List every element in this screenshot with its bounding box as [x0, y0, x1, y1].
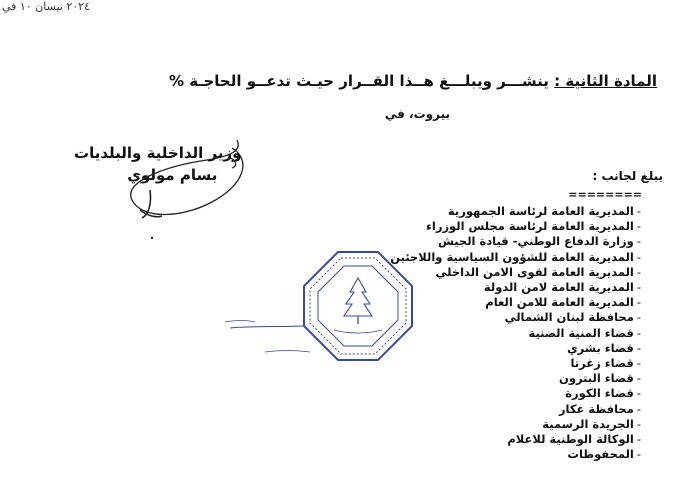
- list-item: -المديرية العامة لامن الدولة: [483, 280, 641, 295]
- list-item: -المديرية العامة لقوى الامن الداخلي: [435, 264, 641, 279]
- list-item: -قضاء البترون: [559, 371, 641, 386]
- list-item: -قضاء المنية الضنية: [528, 325, 641, 340]
- date-text: ٢٠٢٤ نيسان ١٠ في: [1, 0, 90, 13]
- list-item: -المديرية العامة لرئاسة الجمهورية: [447, 204, 641, 218]
- article-line: [169, 72, 657, 90]
- list-item: -وزارة الدفاع الوطني- قيادة الجيش: [437, 234, 641, 249]
- list-item: -المديرية العامة للامن العام: [485, 295, 641, 310]
- list-item: -قضاء زغرتا: [570, 356, 641, 371]
- list-item: -محافظة لبنان الشمالي: [504, 310, 641, 325]
- list-item: -قضاء الكورة: [565, 386, 641, 401]
- list-item: -الجريدة الرسمية: [542, 416, 641, 431]
- list-item: -المديرية العامة للشؤون السياسية واللاجئين: [390, 249, 641, 264]
- distribution-title: يبلغ لجانب :: [592, 169, 663, 183]
- minister-name: بسام مولوي: [127, 166, 218, 184]
- list-item: -المديرية العامة لرئاسة مجلس الوزراء: [426, 219, 641, 234]
- minister-title: وزير الداخلية والبلديات: [74, 144, 242, 162]
- list-item: -المحفوظات: [567, 447, 641, 462]
- place-label: بيروت، في: [384, 107, 450, 121]
- list-item: -الوكالة الوطنية للاعلام: [507, 432, 641, 447]
- article-label: المادة الثانية :: [554, 72, 657, 90]
- article-text: ينشـــر ويبلـــغ هــذا القــرار حيـث تدعــو الحاجـة %: [168, 72, 549, 90]
- distribution-list: [390, 204, 641, 462]
- handwritten-signature-icon: [112, 130, 262, 240]
- distribution-rule: ========: [568, 188, 642, 201]
- list-item: -قضاء بشري: [567, 340, 641, 355]
- list-item: -محافظة عكار: [558, 401, 641, 416]
